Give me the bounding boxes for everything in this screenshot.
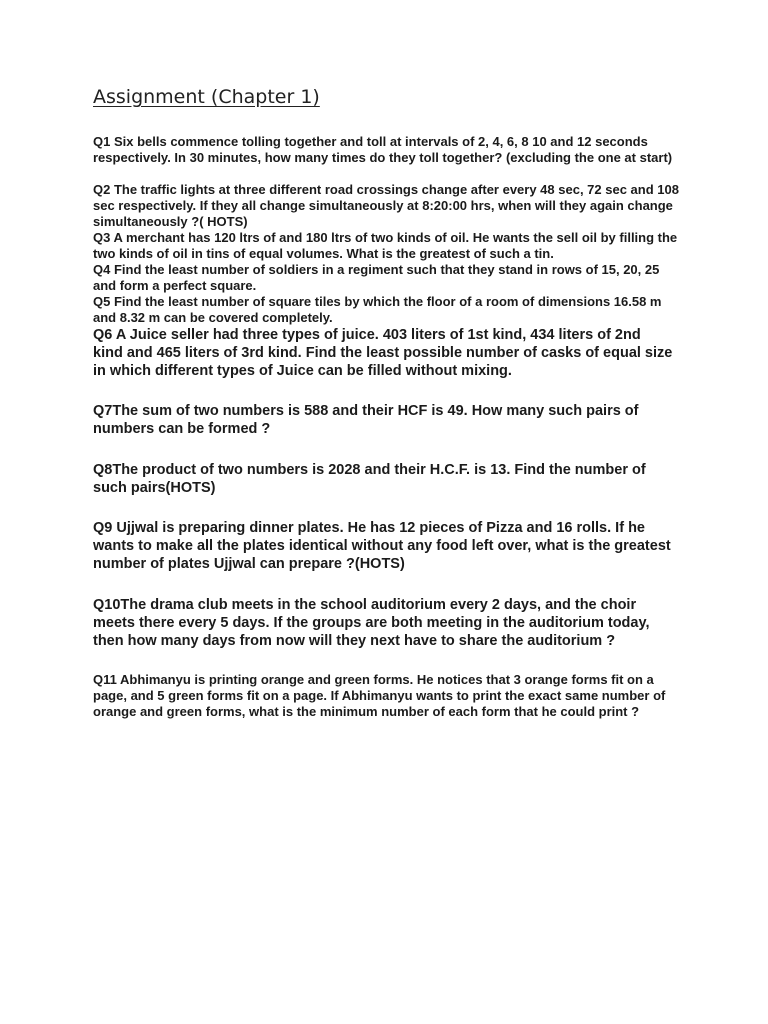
question-8: Q8The product of two numbers is 2028 and their H.C.F. is 13. Find the number of such pairs(HOTS) (93, 462, 646, 496)
question-5: Q5 Find the least number of square tiles by which the floor of a room of dimensions 16.58 m and 8.32 m can be covered completely. (93, 294, 662, 325)
question-6: Q6 A Juice seller had three types of juice. 403 liters of 1st kind, 434 liters of 2nd kind and 465 liters of 3rd kind. Find the least possible number of casks of equal size in which different types of Juice can be filled without mixing. (93, 327, 673, 379)
question-1: Q1 Six bells commence tolling together and toll at intervals of 2, 4, 6, 8 10 and 12 seconds respectively. In 30 minutes, how many times do they toll together? (excluding the one at start) (93, 134, 673, 165)
question-10: Q10The drama club meets in the school auditorium every 2 days, and the choir meets there every 5 days. If the groups are both meeting in the auditorium today, then how many days from now will they next have to share the auditorium ? (93, 597, 650, 649)
question-11: Q11 Abhimanyu is printing orange and green forms. He notices that 3 orange forms fit on a page, and 5 green forms fit on a page. If Abhimanyu wants to print the exact same number of orange and green forms, what is the minimum number of each form that he could print ? (93, 672, 666, 719)
question-4: Q4 Find the least number of soldiers in a regiment such that they stand in rows of 15, 20, 25 and form a perfect square. (93, 262, 660, 293)
question-2: Q2 The traffic lights at three different road crossings change after every 48 sec, 72 sec and 108 sec respectively. If they all change simultaneously at 8:20:00 hrs, when will they again change simultaneously ?( HOTS) (93, 182, 679, 229)
question-7: Q7The sum of two numbers is 588 and their HCF is 49. How many such pairs of numbers can be formed ? (93, 403, 639, 437)
question-3: Q3 A merchant has 120 ltrs of and 180 ltrs of two kinds of oil. He wants the sell oil by filling the two kinds of oil in tins of equal volumes. What is the greatest of such a tin. (93, 230, 678, 261)
question-9: Q9 Ujjwal is preparing dinner plates. He has 12 pieces of Pizza and 16 rolls. If he wants to make all the plates identical without any food left over, what is the greatest number of plates Ujjwal can prepare ?(HOTS) (93, 520, 671, 572)
assignment-title: Assignment (Chapter 1) (93, 86, 320, 108)
